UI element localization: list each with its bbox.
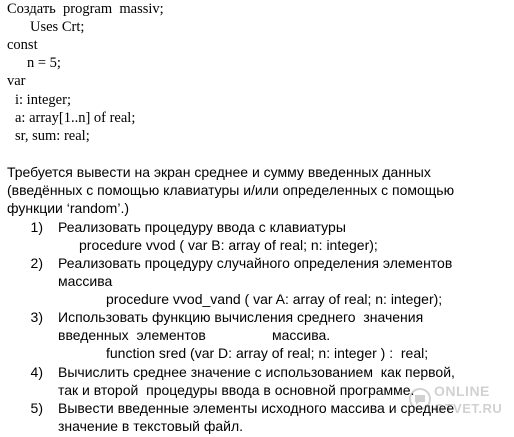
item2-signature: procedure vvod_vand ( var A: array of real; n: integer);: [106, 291, 443, 307]
list-item-text: Вычислить среднее значение с использованием как первой,: [58, 364, 455, 380]
task-intro-line-2: (введённых с помощью клавиатуры и/или определенных с помощью: [7, 182, 455, 198]
code-line-sr-sum: sr, sum: real;: [15, 128, 90, 144]
code-line-const: const: [7, 37, 38, 53]
item5-continuation: значение в текстовый файл.: [58, 418, 244, 434]
code-line-a: a: array[1..n] of real;: [15, 110, 136, 126]
task-intro-line-3: функции ‘random’.): [7, 200, 130, 216]
watermark: [408, 377, 508, 427]
item1-signature: procedure vvod ( var B: array of real; n: integer);: [79, 237, 378, 253]
watermark-text-top: ONLINE: [434, 383, 490, 399]
watermark-text-bottom: OTVET.RU: [434, 401, 503, 416]
item2-continuation: массива: [58, 273, 113, 289]
item3-signature: function sred (var D: array of real; n: integer ) : real;: [106, 345, 429, 361]
list-item-number: 2): [30, 255, 43, 271]
code-line-program: Создать program massiv;: [7, 1, 164, 17]
watermark-logo-icon: [408, 387, 432, 411]
list-item-text: Использовать функцию вычисления среднего значения: [58, 309, 424, 325]
item3-continuation-b: массива.: [272, 327, 331, 343]
list-item-number: 4): [30, 364, 43, 380]
item3-continuation-a: введенных элементов: [58, 327, 206, 343]
code-line-i: i: integer;: [15, 92, 71, 108]
code-line-n: n = 5;: [27, 55, 61, 71]
list-item-text: Вывести введенные элементы исходного массива и среднее: [58, 400, 455, 416]
list-item-text: Реализовать процедуру ввода с клавиатуры: [58, 219, 346, 235]
task-intro-line-1: Требуется вывести на экран среднее и сумму введенных данных: [7, 164, 431, 180]
item4-continuation: так и второй процедуры ввода в основной программе.: [58, 382, 415, 398]
list-item-number: 3): [30, 309, 43, 325]
code-line-var: var: [7, 73, 26, 89]
list-item-number: 5): [30, 400, 43, 416]
code-line-uses: Uses Crt;: [30, 19, 85, 35]
list-item-text: Реализовать процедуру случайного определения элементов: [58, 255, 453, 271]
list-item-number: 1): [30, 219, 43, 235]
